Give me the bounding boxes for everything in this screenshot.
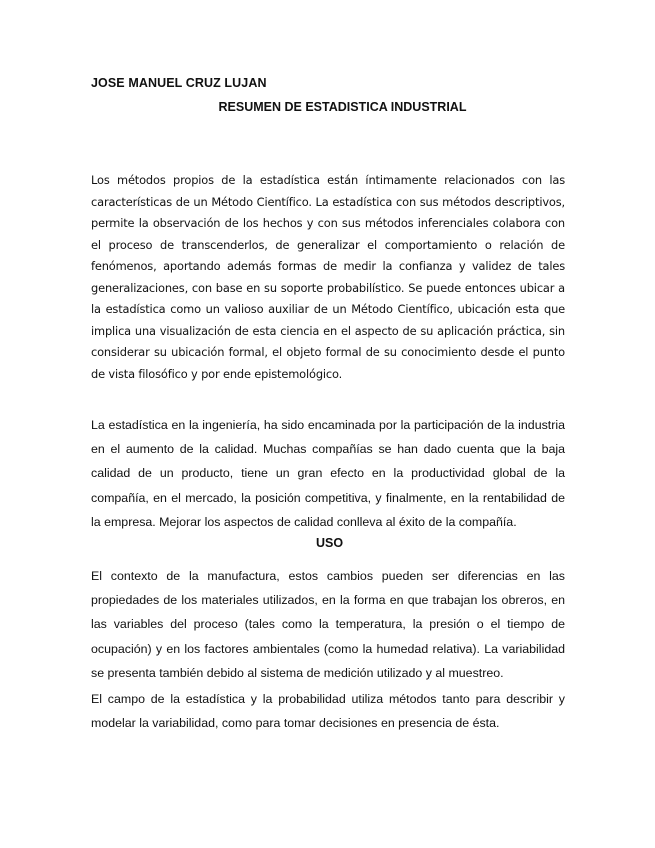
paragraph-statistics-field: El campo de la estadística y la probabilidad utiliza métodos tanto para describir y modelar la variabilidad, como para tomar decisiones en presencia de ésta. — [91, 692, 565, 731]
document-title: RESUMEN DE ESTADISTICA INDUSTRIAL — [218, 100, 467, 114]
section-heading-uso: USO — [315, 536, 344, 550]
paragraph-scientific-method: Los métodos propios de la estadística están íntimamente relacionados con las características de un Método Científico. La estadística con sus métodos descriptivos, permite la observación de los hechos y con sus métodos inferenciales colabora con el proceso de transcenderlos, de generalizar el comportamiento o relación de fenómenos, aportando además formas de medir la confianza y validez de tales generalizaciones, con base en su soporte probabilístico. Se puede entonces ubicar a la estadística como un valioso auxiliar de un Método Científico, ubicación esta que implica una visualización de esta ciencia en el aspecto de su aplicación práctica, sin considerar su ubicación formal, el objeto formal de su conocimiento desde el punto de vista filosófico y por ende epistemológico. — [91, 173, 565, 381]
paragraph-engineering-quality: La estadística en la ingeniería, ha sido encaminada por la participación de la industria en el aumento de la calidad. Muchas compañías se han dado cuenta que la baja calidad de un producto, tiene un gran efecto en la productividad global de la compañía, en el mercado, la posición competitiva, y finalmente, en la rentabilidad de la empresa. Mejorar los aspectos de calidad conlleva al éxito de la compañía. — [91, 418, 565, 529]
paragraph-manufacturing-context: El contexto de la manufactura, estos cambios pueden ser diferencias en las propiedades de los materiales utilizados, en la forma en que trabajan los obreros, en las variables del proceso (tales como la temperatura, la presión o el tiempo de ocupación) y en los factores ambientales (como la humedad relativa). La variabilidad se presenta también debido al sistema de medición utilizado y al muestreo. — [91, 569, 565, 680]
author-name: JOSE MANUEL CRUZ LUJAN — [91, 76, 267, 90]
